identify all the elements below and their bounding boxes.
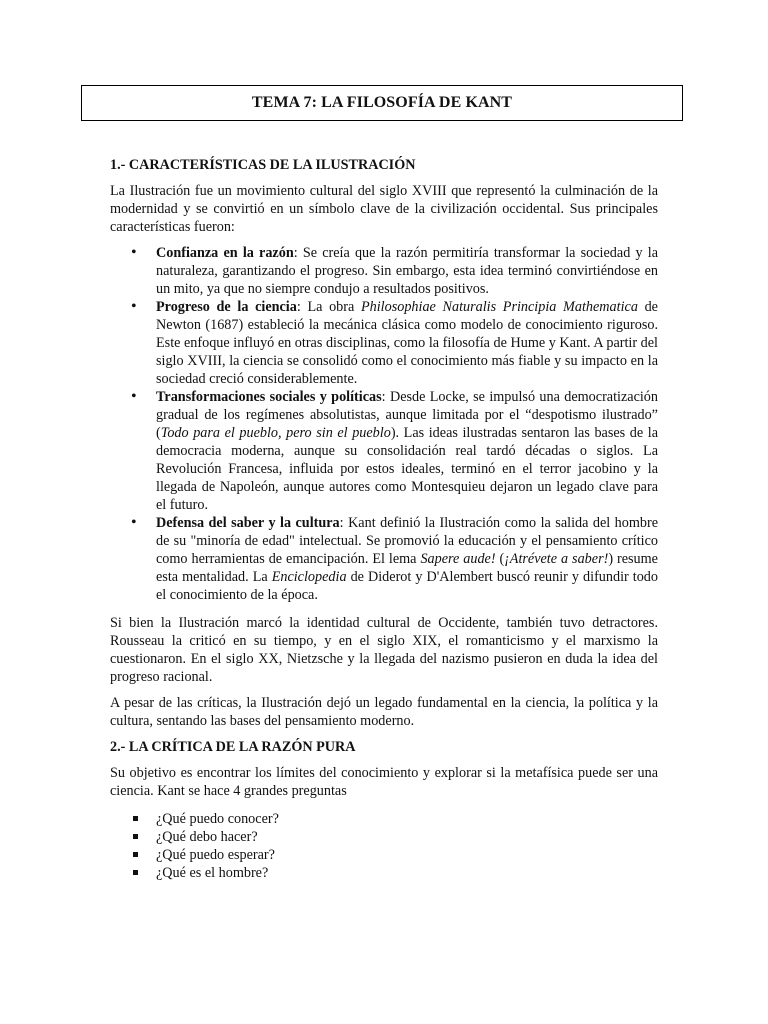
- list-item: ¿Qué es el hombre?: [110, 864, 658, 882]
- list-item: ¿Qué puedo esperar?: [110, 846, 658, 864]
- item-term: Progreso de la ciencia: [156, 299, 297, 315]
- list-item: • Progreso de la ciencia: La obra Philosophiae Naturalis Principia Mathematica de Newton (1687) estableció la mecánica clásica como modelo de conocimiento riguroso. Este enfoque influyó en otras disciplinas, como la filosofía de Hume y Kant. A partir del siglo XVIII, la ciencia se consolidó como el conocimiento más fiable y su impacto en la sociedad creció considerablemente.: [110, 298, 658, 388]
- item-term: Defensa del saber y la cultura: [156, 515, 340, 531]
- section2-heading: 2.- LA CRÍTICA DE LA RAZÓN PURA: [110, 739, 356, 755]
- motto-translation: ¡Atrévete a saber!: [504, 551, 609, 567]
- document-title: TEMA 7: LA FILOSOFÍA DE KANT: [251, 94, 513, 111]
- section1-heading: 1.- CARACTERÍSTICAS DE LA ILUSTRACIÓN: [110, 157, 416, 173]
- item-term: Transformaciones sociales y políticas: [156, 389, 382, 405]
- characteristics-list: [110, 244, 658, 604]
- section1-para2: Si bien la Ilustración marcó la identidad cultural de Occidente, también tuvo detractores. Rousseau la criticó en su tiempo, y en el siglo XIX, el romanticismo y el marxismo la cuestionaron. En el siglo XX, Nietzsche y la llegada del nazismo pusieron en duda la idea del progreso racional.: [110, 615, 658, 685]
- quote: Todo para el pueblo, pero sin el pueblo: [160, 425, 391, 441]
- list-item: • Confianza en la razón: Se creía que la razón permitiría transformar la sociedad y la naturaleza, garantizando el progreso. Sin embargo, esta idea terminó convirtiéndose en un mito, ya que no siempre condujo a resultados positivos.: [110, 244, 658, 298]
- questions-list: [110, 810, 658, 882]
- section1-intro: La Ilustración fue un movimiento cultural del siglo XVIII que representó la culminación de la modernidad y se convirtió en un símbolo clave de la civilización occidental. Sus principales características fueron:: [110, 183, 658, 235]
- work-title: Philosophiae Naturalis Principia Mathematica: [360, 299, 638, 315]
- list-item: • Transformaciones sociales y políticas: Desde Locke, se impulsó una democratización gradual de los regímenes absolutistas, aunque limitada por el “despotismo ilustrado” (Todo para el pueblo, pero sin el pueblo). Las ideas ilustradas sentaron las bases de la democracia moderna, aunque su consolidación real tardó décadas o siglos. La Revolución Francesa, influida por estos ideales, terminó en el terror jacobino y la llegada de Napoleón, aunque autores como Montesquieu dejaron un legado clave para el futuro.: [110, 388, 658, 514]
- section2-intro: Su objetivo es encontrar los límites del conocimiento y explorar si la metafísica puede ser una ciencia. Kant se hace 4 grandes preguntas: [110, 765, 658, 799]
- section1-para3: A pesar de las críticas, la Ilustración dejó un legado fundamental en la ciencia, la política y la cultura, sentando las bases del pensamiento moderno.: [110, 695, 658, 729]
- title-box: [81, 85, 683, 121]
- list-item: ¿Qué debo hacer?: [110, 828, 658, 846]
- work-title: Enciclopedia: [271, 569, 347, 585]
- list-item: • Defensa del saber y la cultura: Kant definió la Ilustración como la salida del hombre de su "minoría de edad" intelectual. Se promovió la educación y el pensamiento crítico como herramientas de emancipación. El lema Sapere aude! (¡Atrévete a saber!) resume esta mentalidad. La Enciclopedia de Diderot y D'Alembert buscó reunir y difundir todo el conocimiento de la época.: [110, 514, 658, 604]
- document-body: [110, 156, 658, 890]
- item-term: Confianza en la razón: [156, 245, 294, 261]
- motto: Sapere aude!: [420, 551, 496, 567]
- list-item: ¿Qué puedo conocer?: [110, 810, 658, 828]
